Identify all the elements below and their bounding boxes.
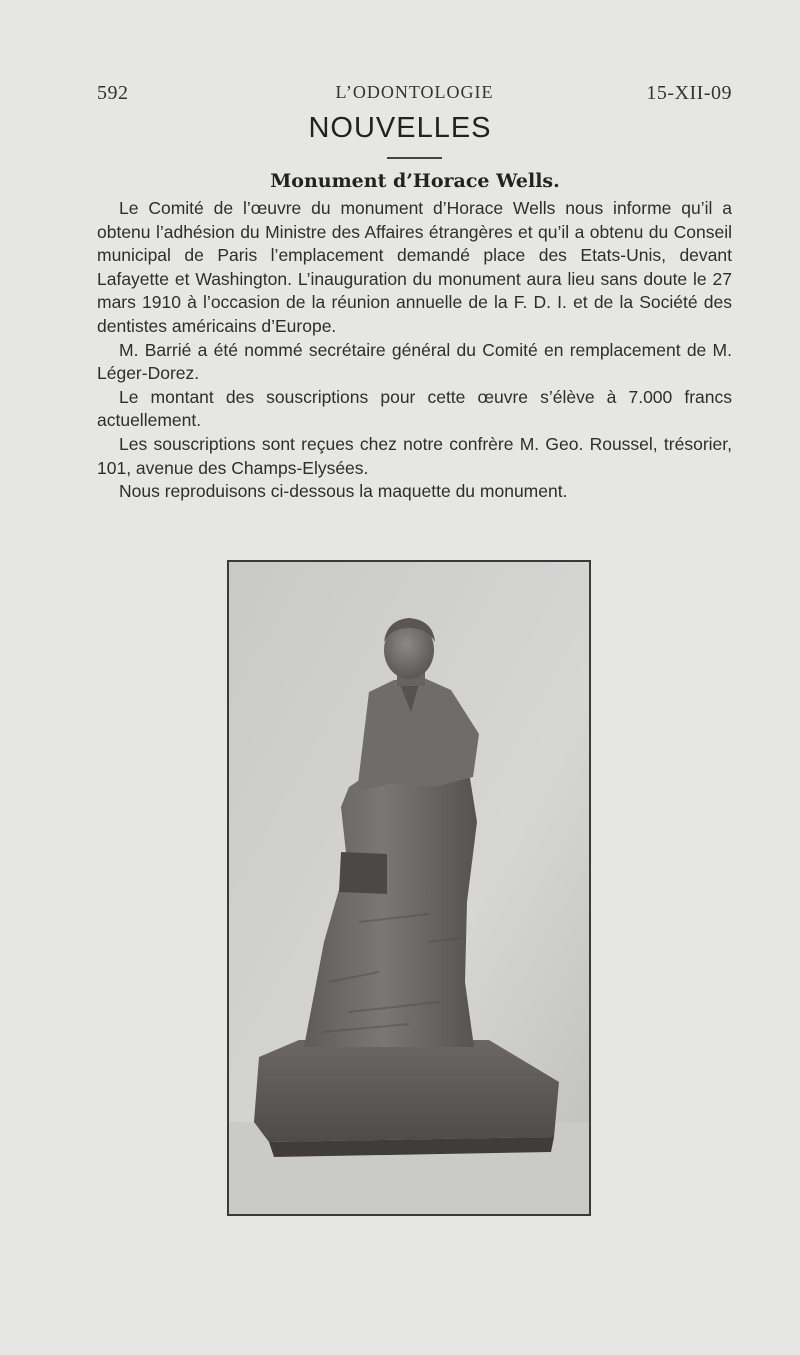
paragraph-5: Nous reproduisons ci-dessous la maquette du monument. [119, 481, 568, 502]
article-heading: Monument d’Horace Wells. [270, 170, 560, 192]
paragraph-2: M. Barrié a été nommé secrétaire général du Comité en remplacement de M. Léger-Dorez. [97, 339, 732, 384]
monument-maquette-illustration [229, 562, 589, 1214]
section-title: NOUVELLES [308, 112, 492, 144]
monument-photograph [227, 560, 591, 1216]
paragraph-1: Le Comité de l’œuvre du monument d’Horace Wells nous informe qu’il a obtenu l’adhésion du Ministre des Affaires étrangères et qu’il a obtenu du Conseil municipal de Paris l’emplacement demandé place des Etats-Unis, devant Lafayette et Washington. L’inauguration du monument aura lieu sans doute le 27 mars 1910 à l’occasion de la réunion annuelle de la F. D. I. et de la Société des dentistes américains d’Europe. [97, 198, 732, 336]
journal-title: L’ODONTOLOGIE [335, 82, 494, 102]
issue-date: 15-XII-09 [646, 82, 732, 104]
article-body [97, 197, 732, 504]
title-rule [387, 157, 442, 159]
paragraph-4: Les souscriptions sont reçues chez notre confrère M. Geo. Roussel, trésorier, 101, avenue des Champs-Elysées. [97, 433, 732, 478]
page-number: 592 [97, 82, 129, 104]
running-head [97, 82, 732, 108]
paragraph-3: Le montant des souscriptions pour cette œuvre s’élève à 7.000 francs actuellement. [97, 386, 732, 431]
